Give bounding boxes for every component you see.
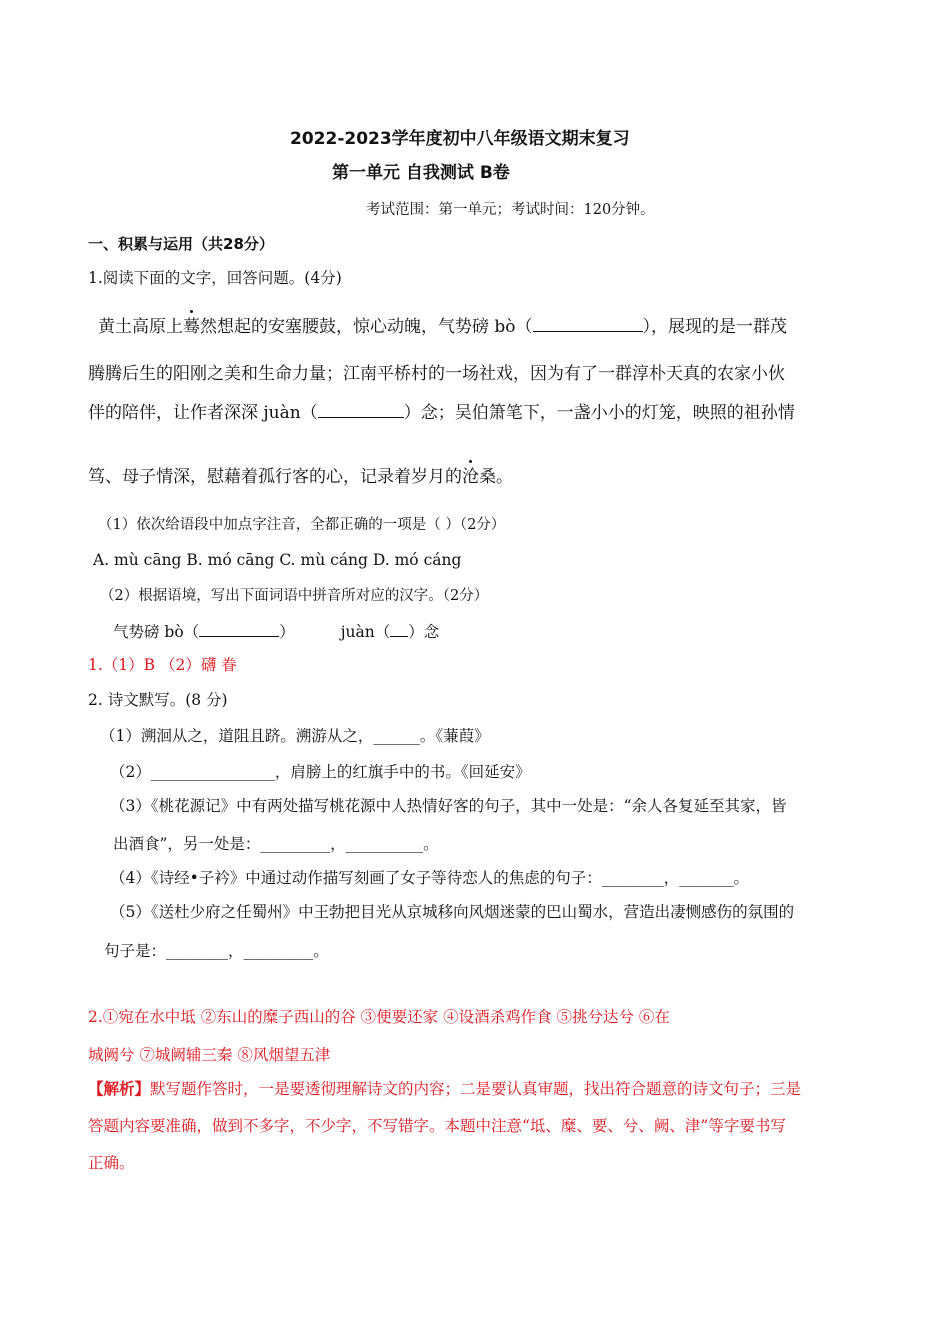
passage-line-1: 黄土高原上蓦然想起的安塞腰鼓，惊心动魄，气势磅 bò（ ），展现的是一群茂 [98,317,788,337]
analysis-line-1: 【解析】默写题作答时，一是要透彻理解诗文的内容；二是要认真审题，找出符合题意的诗文句子；三是 [88,1080,802,1098]
question-2-item-5: （5）《送杜少府之任蜀州》中王勃把目光从京城移向风烟迷蒙的巴山蜀水，营造出凄恻感伤的氛围的 [110,903,795,921]
question-2-item-1: （1）溯洄从之，道阻且跻。溯游从之，______。《蒹葭》 [100,727,490,745]
question-2-answer-line-1: 2.①宛在水中坻 ②东山的糜子西山的谷 ③便要还家 ④设酒杀鸡作食 ⑤挑兮达兮 ⑥在 [88,1008,670,1026]
analysis-line-2: 答题内容要准确，做到不多字，不少字，不写错字。本题中注意“坻、糜、要、兮、阙、津”等字要书写 [88,1117,786,1135]
question-1-sub-2: （2）根据语境，写出下面词语中拼音所对应的汉字。（2分） [100,588,489,604]
page-subtitle: 第一单元 自我测试 B卷 [332,163,510,183]
blank-juan-2[interactable] [390,621,408,637]
question-1-stem: 1.阅读下面的文字，回答问题。(4分) [88,269,342,287]
question-1-answer: 1.（1）B （2）礴 眷 [88,656,237,674]
question-2-answer-line-2: 城阙兮 ⑦城阙辅三秦 ⑧风烟望五津 [88,1046,331,1064]
question-2-item-3: （3）《桃花源记》中有两处描写桃花源中人热情好客的句子，其中一处是：“余人各复延至其家，皆 [110,797,787,815]
section-heading: 一、积累与运用（共28分） [88,235,274,253]
question-1-sub-1: （1）依次给语段中加点字注音，全都正确的一项是（ ）（2分） [98,517,506,533]
blank-juan[interactable] [318,402,404,418]
page-title: 2022-2023学年度初中八年级语文期末复习 [290,129,630,149]
question-1-sub-2-words: 气势磅 bò（ ） juàn（ ）念 [113,623,440,641]
dotted-char-1: 蓦 [183,317,200,337]
question-2-item-3-cont: 出酒食”，另一处是：_________，__________。 [113,835,439,853]
dotted-char-2: 沧 [462,467,479,487]
analysis-line-3: 正确。 [88,1154,135,1172]
passage-line-2: 腾腾后生的阳刚之美和生命力量；江南平桥村的一场社戏，因为有了一群淳朴天真的农家小伙 [88,364,785,384]
question-1-options: A. mù cāng B. mó cāng C. mù cáng D. mó cáng [93,551,462,569]
analysis-tag: 【解析】 [88,1080,151,1098]
blank-bo[interactable] [533,316,643,332]
passage-line-3: 伴的陪伴，让作者深深 juàn（ ）念；吴伯箫笔下，一盏小小的灯笼，映照的祖孙情 [88,403,795,423]
exam-info: 考试范围：第一单元；考试时间：120分钟。 [366,202,655,218]
passage-line-4: 笃、母子情深，慰藉着孤行客的心，记录着岁月的沧桑。 [88,467,513,487]
question-2-item-4: （4）《诗经•子衿》中通过动作描写刻画了女子等待恋人的焦虑的句子：________，_______。 [110,869,750,887]
question-2-item-2: （2）________________，肩膀上的红旗手中的书。《回延安》 [110,763,531,781]
question-2-stem: 2. 诗文默写。(8 分) [88,691,228,709]
question-2-item-5-cont: 句子是：________，_________。 [104,942,329,960]
blank-bo-2[interactable] [199,621,279,637]
